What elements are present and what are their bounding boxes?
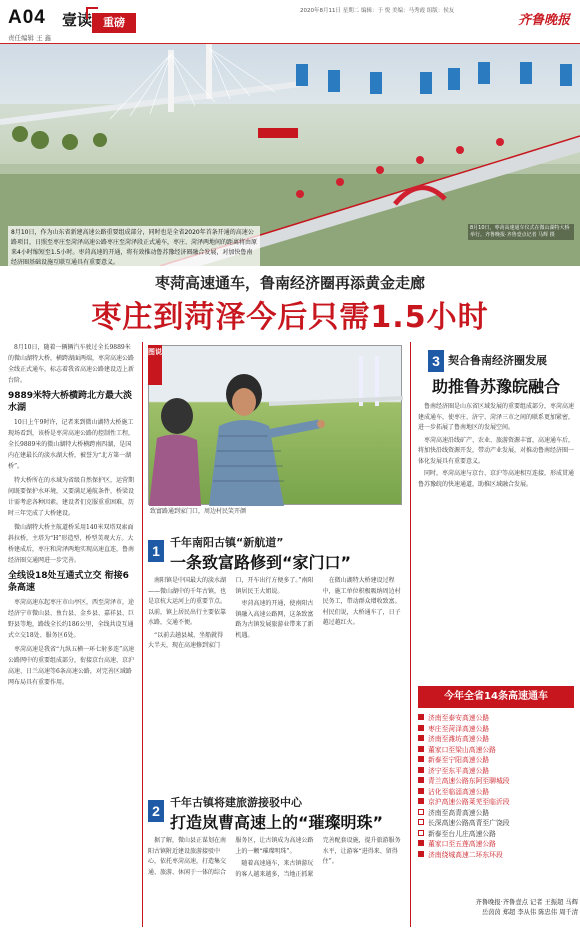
bullet-icon (418, 746, 424, 752)
paragraph: 鲁南经济圈是山东省区域发展的重要组成部分，枣菏高速建成通车，使枣庄、济宁、菏泽三市之间的联系更加紧密，进一步拓展了鲁南地区的发展空间。 (418, 403, 574, 431)
section-title: 一条致富路修到“家门口” (170, 553, 352, 572)
column-divider (410, 342, 411, 927)
list-item-label: 枣庄至菏泽高速公路 (428, 724, 490, 733)
main-headline: 枣庄到菏泽今后只需1.5小时 (91, 300, 489, 335)
bullet-icon (418, 830, 424, 836)
section-body (148, 576, 402, 788)
bullet-icon (418, 725, 424, 731)
section-title: 助推鲁苏豫皖融合 (432, 377, 561, 396)
bullet-icon (418, 756, 424, 762)
bullet-icon (418, 798, 424, 804)
list-item (418, 754, 574, 765)
section-body (148, 836, 402, 928)
bullet-icon (418, 809, 424, 815)
list-item-label: 新泰至台儿庄高速公路 (428, 829, 496, 838)
list-item-label: 董家口至五莲高速公路 (428, 840, 496, 849)
bullet-icon (418, 735, 424, 741)
list-item-label: 济宁至东平高速公路 (428, 766, 490, 775)
bullet-icon (418, 840, 424, 846)
list-item (418, 775, 574, 786)
list-item-label: 董家口至梁山高速公路 (428, 745, 496, 754)
list-item (418, 723, 574, 734)
paragraph: 据了解，微山县正谋划在南阳古镇附近建设旅游接驳中心，依托枣菏高速，打造集交通、旅游、休闲于一体的综合服务区，让古镇成为高速公路上的一颗“璀璨明珠”。 (148, 837, 314, 876)
section-number-badge: 3 (428, 350, 444, 372)
list-item-label: 济南至高青高速公路 (428, 808, 490, 817)
list-item (418, 786, 574, 797)
paragraph: 10日上午9时许，记者来到微山湖特大桥施工现场看到，该桥是枣菏高速公路的控制性工程，全长9889米的微山湖特大桥横跨南四湖，是国内在建最长的淡水湖大桥，被誉为“北方第一湖桥”。 (8, 419, 135, 470)
column-name: 壹读 (62, 11, 93, 29)
paragraph: 同时，枣菏高速与京台、京沪等高速相互连接，形成贯通鲁苏豫皖的快速通道，助推区域融合发展。 (418, 470, 574, 488)
list-item-label: 新泰至宁阳高速公路 (428, 756, 490, 765)
section-number-badge: 2 (148, 800, 164, 822)
section-title: 打造岚曹高速上的“璀璨明珠” (170, 813, 384, 832)
list-item-label: 济南至泰安高速公路 (428, 714, 490, 723)
list-item-label: 青兰高速公路东阿至聊城段 (428, 777, 510, 786)
list-item (418, 733, 574, 744)
bullet-icon (418, 777, 424, 783)
column-tag: 重磅 (92, 13, 136, 33)
list-item-label: 济南至潍坊高速公路 (428, 735, 490, 744)
bullet-icon (418, 819, 424, 825)
section-body (418, 402, 574, 664)
list-item-label: 长深高速公路高青至广饶段 (428, 819, 510, 828)
paragraph: “以前去趟县城，坐船就得大半天，现在高速修到家门口，开车出行方便多了。”南阳镇居民王大姐说。 (148, 577, 314, 649)
left-column (8, 342, 136, 922)
date-meta: 2020年8月11日 星期二 编辑：于 悦 美编：马秀霞 组版：侯友 (300, 8, 455, 14)
bullet-icon (418, 714, 424, 720)
column-divider (142, 342, 143, 927)
list-item (418, 838, 574, 849)
reporter-credits: 齐鲁晚报·齐鲁壹点 记者 王振超 马辉 岳茵茵 郑超 李从伟 陈忠伟 周千清 (475, 899, 578, 916)
list-item (418, 765, 574, 776)
photo-label: 图说 (148, 345, 162, 385)
photo-illustration (149, 346, 403, 506)
paragraph: 随着高速通车，来古镇游玩的客人越来越多，当地正抓紧完善配套设施，提升旅游服务水平，让游客“进得来、留得住”。 (235, 837, 401, 878)
subheading: 9889米特大桥横跨北方最大淡水湖 (8, 391, 133, 413)
list-item (418, 744, 574, 755)
newspaper-logo: 齐鲁晚报 (517, 13, 570, 28)
paragraph: 枣菏高速东起枣庄市山亭区，西至菏泽市，途经济宁市微山县、鱼台县、金乡县、嘉祥县、巨野县等地，路线全长约186公里，全线共设互通式立交18处、服务区6处。 (8, 599, 135, 639)
bullet-icon (418, 788, 424, 794)
section-subtitle: 千年古镇将建旅游接驳中心 (170, 796, 302, 809)
kicker-headline: 枣菏高速通车，鲁南经济圈再添黄金走廊 (154, 274, 425, 292)
section-subtitle: 千年南阳古镇“新航道” (170, 536, 284, 549)
paragraph: 南阳镇是中国最大的淡水湖——微山湖中的千年古镇，也是京杭大运河上的重要节点。以前，镇上居民出行主要依靠水路，交通不便。 (148, 577, 227, 626)
section-number: A04 (8, 7, 46, 28)
section-number-badge: 1 (148, 540, 164, 562)
paragraph: 枣菏高速的开通，使南阳古镇融入高速公路网，这条致富路为古镇发展旅游业带来了新机遇。 (235, 600, 314, 639)
bullet-icon (418, 767, 424, 773)
paragraph: 8月10日，随着一辆辆汽车驶过全长9889米的微山湖特大桥，横跨湖面两端，枣菏高速公路全线正式通车，标志着我省高速公路建设迈上新台阶。 (8, 344, 135, 384)
highway-list (418, 712, 574, 859)
list-item-label: 京沪高速公路莱芜至临沂段 (428, 798, 510, 807)
list-item (418, 817, 574, 828)
page-header (0, 0, 580, 44)
villager-photo (148, 345, 402, 505)
section-subtitle: 契合鲁南经济圈发展 (448, 354, 547, 367)
list-item (418, 828, 574, 839)
list-item (418, 807, 574, 818)
hero-caption: 8月10日，作为山东省新建高速公路重要组成部分，同时也是全省2020年首条开通的高速公路项目，日照至枣庄至菏泽高速公路枣庄至菏泽段正式通车，枣庄、菏泽两地间的距离将由原来4小时缩短至1.5小时。枣菏高速的开通，将有效推动鲁苏豫经济圈融合发展，对加快鲁南经济圈基础设施互联互通具有重要意义。 (8, 226, 260, 270)
list-item (418, 796, 574, 807)
list-item-label: 济南绕城高速二环东环段 (428, 850, 503, 859)
paragraph: 特大桥所在的水域为省级自然保护区，运营期间既要保护水环境，又要满足通航条件，桥梁设计需考虑各种因素。建设者们克服重重困难，历时三年完成了大桥建设。 (8, 477, 135, 517)
paragraph: 枣菏高速沿线矿产、农业、旅游资源丰富，高速通车后，将加快沿线资源开发，带动产业发展，对推动鲁南经济圈一体化发展具有重要意义。 (418, 436, 574, 465)
highway-list-title: 今年全省14条高速通车 (418, 686, 574, 708)
hero-photo-credit: 8月10日，枣菏高速通车仪式在微山湖特大桥举行。齐鲁晚报·齐鲁壹点记者 马辉 摄 (468, 224, 574, 240)
paragraph: 枣菏高速是我省“九纵五横一环七射多连”高速公路网中的重要组成部分，衔接京台高速、京沪高速、日兰高速等6条高速公路，对完善区域路网布局具有重要作用。 (8, 646, 135, 686)
bullet-icon (418, 851, 424, 857)
paragraph: 在微山湖特大桥建设过程中，施工单位积极吸纳周边村民务工，带动群众增收致富。村民们说，大桥通车了，日子越过越红火。 (322, 577, 401, 626)
photo-caption: 致富路通到家门口，周边村民笑开颜 (150, 508, 247, 515)
paragraph: 微山湖特大桥主航道桥采用140米双塔双索面斜拉桥，主塔为“H”形造型，桥型美观大方。大桥建成后，枣庄和菏泽两地实现高速直连，鲁南经济圈交通网进一步完善。 (8, 524, 135, 564)
list-item (418, 712, 574, 723)
list-item-label: 沾化至临淄高速公路 (428, 787, 490, 796)
subheading: 全线设18处互通式立交 衔接6条高速 (8, 571, 129, 593)
list-item (418, 849, 574, 860)
editors-line: 责任编辑 王 鑫 (8, 34, 52, 42)
